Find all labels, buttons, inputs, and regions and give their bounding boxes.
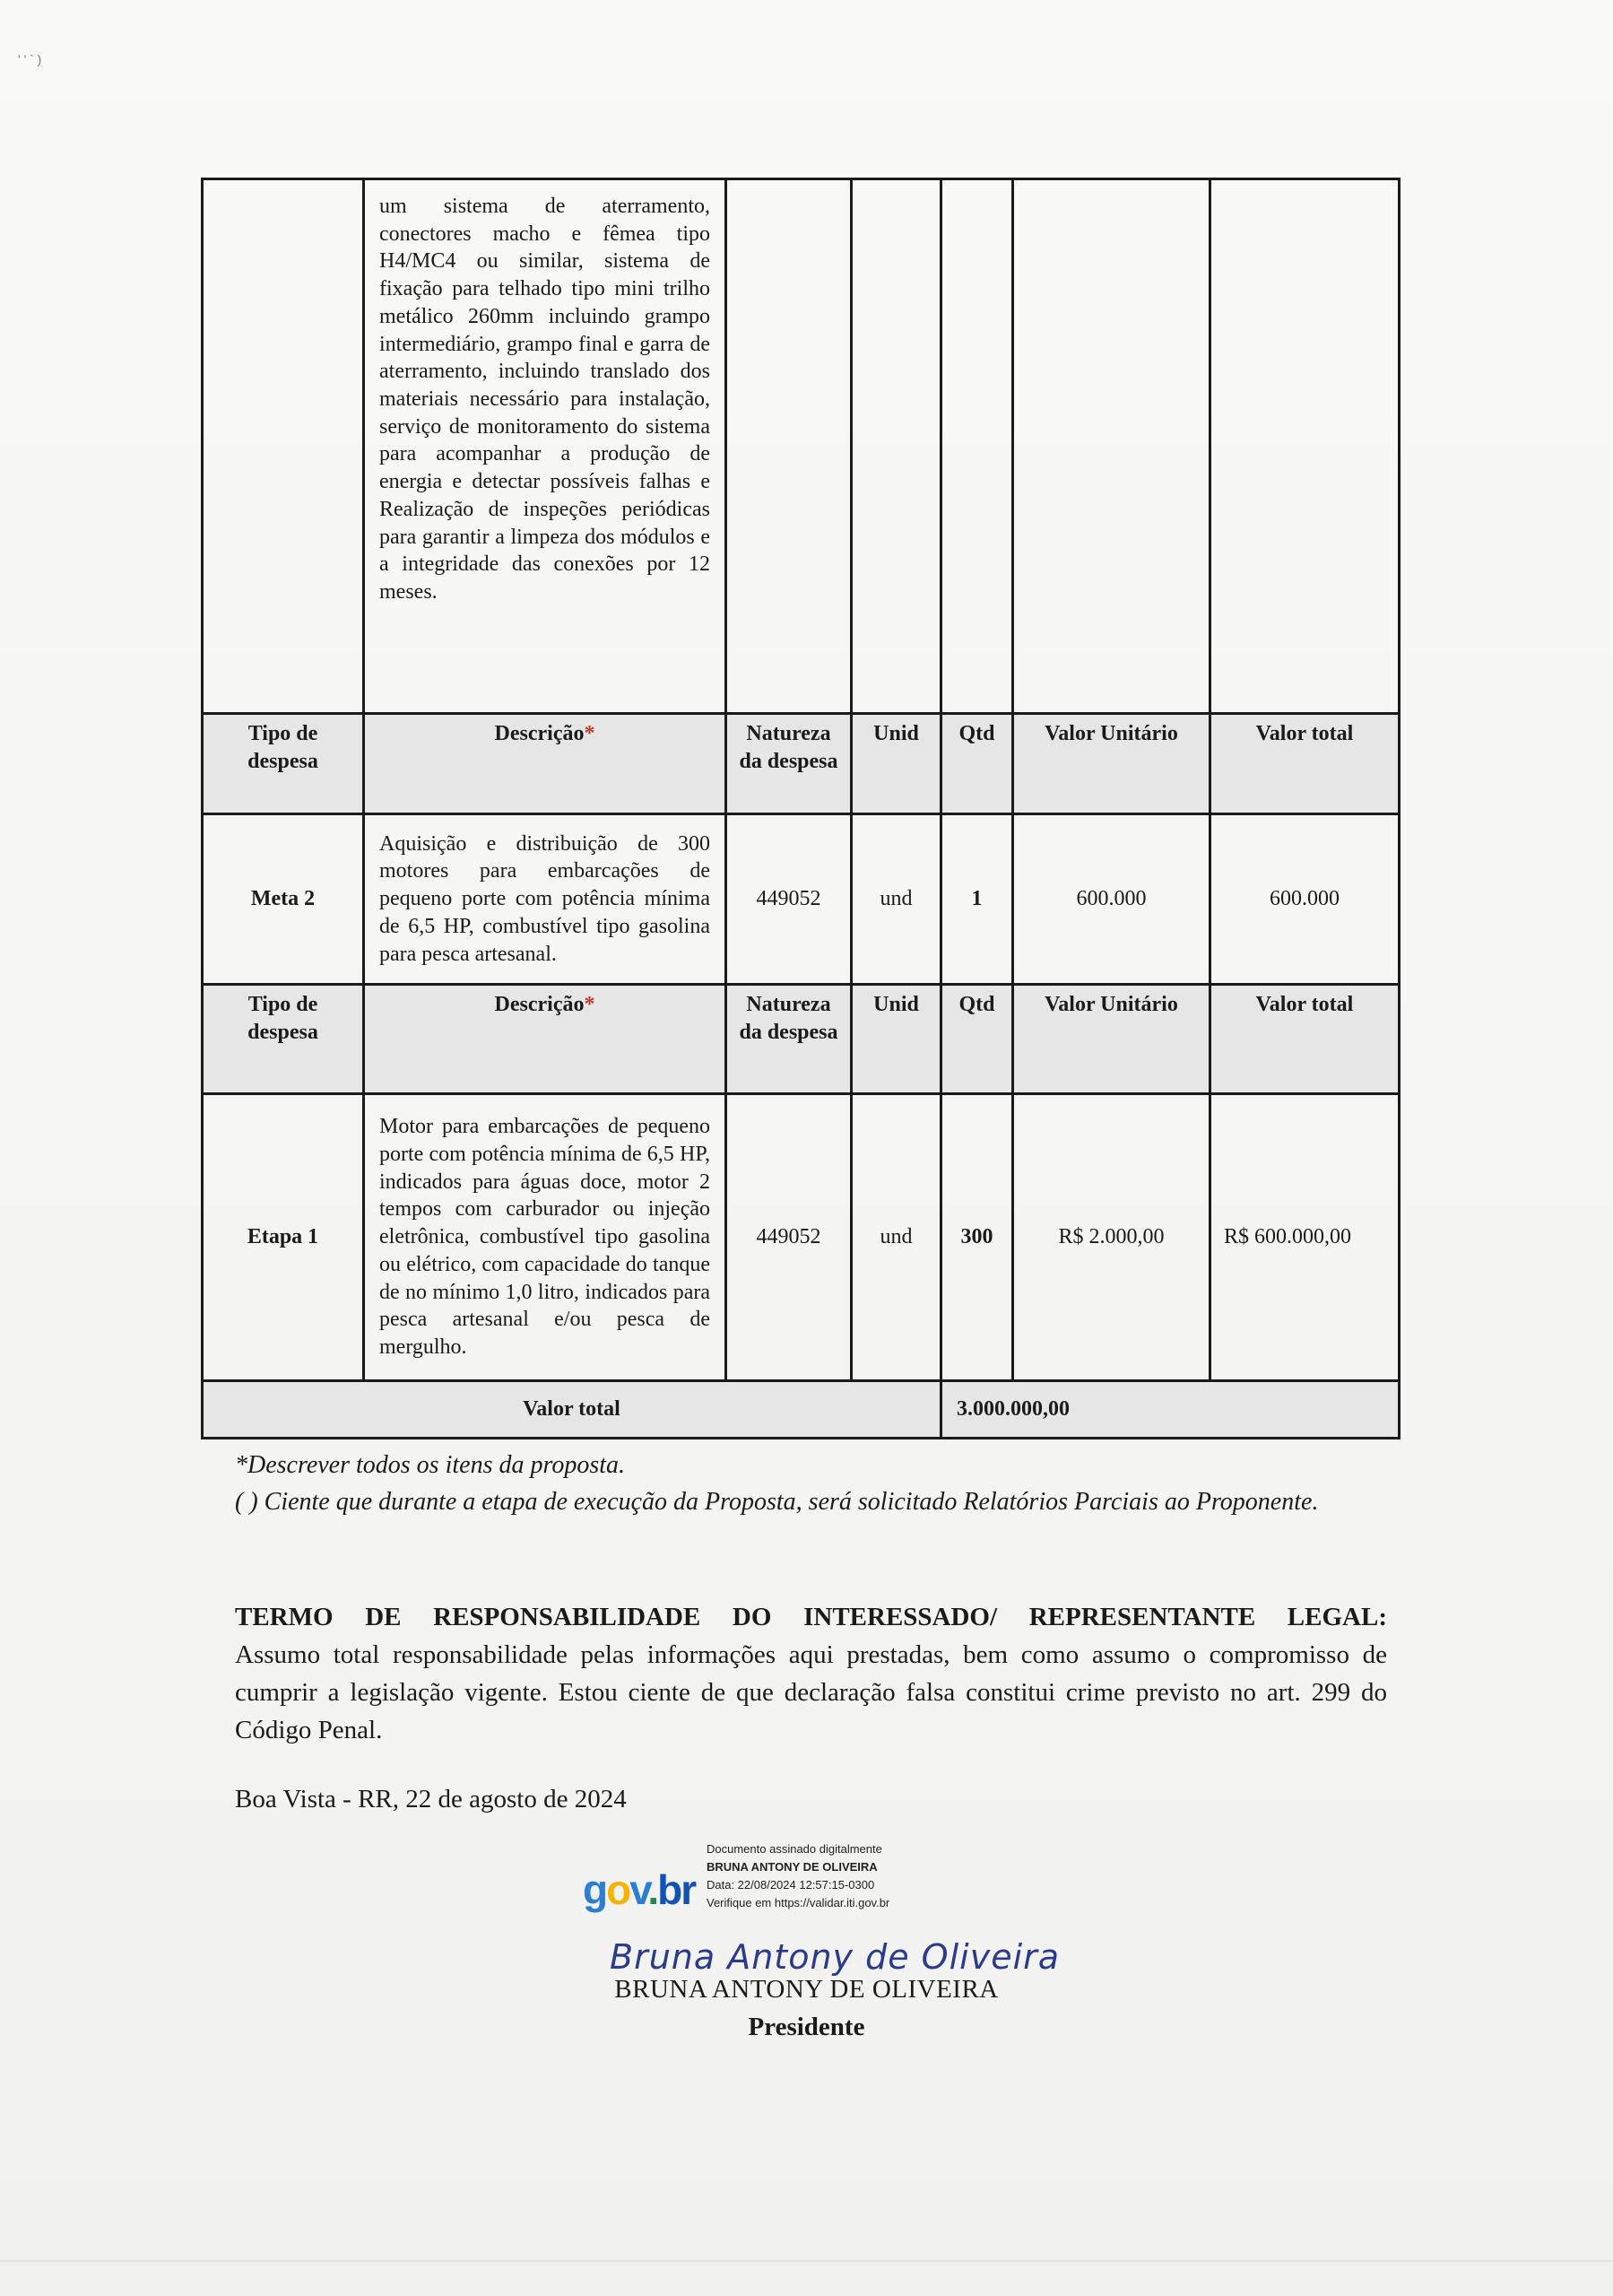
header-descricao bbox=[364, 714, 726, 814]
row-descricao: Motor para embarcações de pequeno porte com potência mínima de 6,5 HP, indicados para águas doce, motor 2 tempos com carburador ou injeção eletrônica, combustível tipo gasolina ou elétrico, com capacidade do tanque de no mínimo 1,0 litro, indicados para pesca artesanal e/ou pesca de mergulho. bbox=[364, 1094, 726, 1381]
header-tipo: Tipo de despesa bbox=[203, 985, 364, 1094]
header-descricao-label: Descrição bbox=[494, 722, 585, 745]
signer-name: BRUNA ANTONY DE OLIVEIRA bbox=[614, 1975, 999, 2004]
header-qtd: Qtd bbox=[941, 985, 1013, 1094]
table-cell bbox=[1210, 179, 1400, 714]
header-valor-unitario: Valor Unitário bbox=[1013, 985, 1210, 1094]
table-row-meta-2 bbox=[203, 814, 1400, 985]
note-describe-items: *Descrever todos os itens da proposta. bbox=[235, 1451, 625, 1479]
table-cell bbox=[726, 179, 852, 714]
header-natureza: Natureza da despesa bbox=[726, 985, 852, 1094]
responsibility-term bbox=[235, 1598, 1387, 1749]
header-unid: Unid bbox=[852, 714, 941, 814]
term-heading: TERMO DE RESPONSABILIDADE DO INTERESSADO/ REPRESENTANTE LEGAL: bbox=[235, 1603, 1387, 1631]
term-body: Assumo total responsabilidade pelas informações aqui prestadas, bem como assumo o compromisso de cumprir a legislação vigente. Estou ciente de que declaração falsa constitui crime previsto no art. 299 do Código Penal. bbox=[235, 1640, 1387, 1745]
row-tipo: Etapa 1 bbox=[203, 1094, 364, 1381]
table-cell bbox=[203, 179, 364, 714]
footer-label: Valor total bbox=[203, 1381, 941, 1439]
corner-mark: ' ' ` ) bbox=[18, 52, 42, 66]
header-tipo: Tipo de despesa bbox=[203, 714, 364, 814]
notes bbox=[235, 1448, 1387, 1520]
row-tipo: Meta 2 bbox=[203, 814, 364, 985]
header-unid: Unid bbox=[852, 985, 941, 1094]
header-qtd: Qtd bbox=[941, 714, 1013, 814]
header-valor-total: Valor total bbox=[1210, 714, 1400, 814]
table-header-row bbox=[203, 714, 1400, 814]
header-valor-total: Valor total bbox=[1210, 985, 1400, 1094]
row-natureza: 449052 bbox=[726, 1094, 852, 1381]
table-cell bbox=[1013, 179, 1210, 714]
stamp-date: Data: 22/08/2024 12:57:15-0300 bbox=[707, 1878, 875, 1892]
row-unid: und bbox=[852, 814, 941, 985]
note-partial-reports: ( ) Ciente que durante a etapa de execução da Proposta, será solicitado Relatórios Parciais ao Proponente. bbox=[235, 1487, 1319, 1516]
header-descricao-label: Descrição bbox=[494, 993, 585, 1016]
row-natureza: 449052 bbox=[726, 814, 852, 985]
row-valor-unitario: R$ 2.000,00 bbox=[1013, 1094, 1210, 1381]
header-natureza: Natureza da despesa bbox=[726, 714, 852, 814]
stamp-signer-name: BRUNA ANTONY DE OLIVEIRA bbox=[707, 1860, 878, 1874]
table-cell bbox=[941, 179, 1013, 714]
row-valor-total: 600.000 bbox=[1210, 814, 1400, 985]
table-row-etapa-1 bbox=[203, 1094, 1400, 1381]
page-edge-line bbox=[0, 2260, 1613, 2262]
table-footer-row bbox=[203, 1381, 1400, 1439]
stamp-line: Documento assinado digitalmente bbox=[707, 1842, 882, 1856]
row-qtd: 300 bbox=[941, 1094, 1013, 1381]
required-star: * bbox=[584, 722, 595, 745]
signer-role: Presidente bbox=[748, 2013, 865, 2041]
table-cell bbox=[852, 179, 941, 714]
govbr-logo: gov.br bbox=[583, 1866, 696, 1913]
header-descricao bbox=[364, 985, 726, 1094]
row-qtd: 1 bbox=[941, 814, 1013, 985]
required-star: * bbox=[584, 993, 595, 1016]
handwritten-signature: Bruna Antony de Oliveira bbox=[610, 1937, 1061, 1977]
stamp-verify-link[interactable]: Verifique em https://validar.iti.gov.br bbox=[707, 1896, 890, 1910]
header-valor-unitario: Valor Unitário bbox=[1013, 714, 1210, 814]
table-header-row bbox=[203, 985, 1400, 1094]
stamp-info bbox=[707, 1840, 889, 1913]
row-valor-total: R$ 600.000,00 bbox=[1210, 1094, 1400, 1381]
footer-value: 3.000.000,00 bbox=[941, 1381, 1400, 1439]
row-valor-unitario: 600.000 bbox=[1013, 814, 1210, 985]
place-date: Boa Vista - RR, 22 de agosto de 2024 bbox=[235, 1785, 627, 1813]
row-unid: und bbox=[852, 1094, 941, 1381]
continued-description: um sistema de aterramento, conectores macho e fêmea tipo H4/MC4 ou similar, sistema de fixação para telhado tipo mini trilho metálico 260mm incluindo grampo intermediário, grampo final e garra de aterramento, incluindo translado dos materiais necessário para instalação, serviço de monitoramento do sistema para acompanhar a produção de energia e detectar possíveis falhas e Realização de inspeções periódicas para garantir a limpeza dos módulos e a integridade das conexões por 12 meses. bbox=[364, 179, 726, 714]
digital-signature-stamp bbox=[583, 1840, 1013, 1921]
table-row bbox=[203, 179, 1400, 714]
expense-table bbox=[201, 178, 1401, 1439]
row-descricao: Aquisição e distribuição de 300 motores para embarcações de pequeno porte com potência mínima de 6,5 HP, combustível tipo gasolina para pesca artesanal. bbox=[364, 814, 726, 985]
